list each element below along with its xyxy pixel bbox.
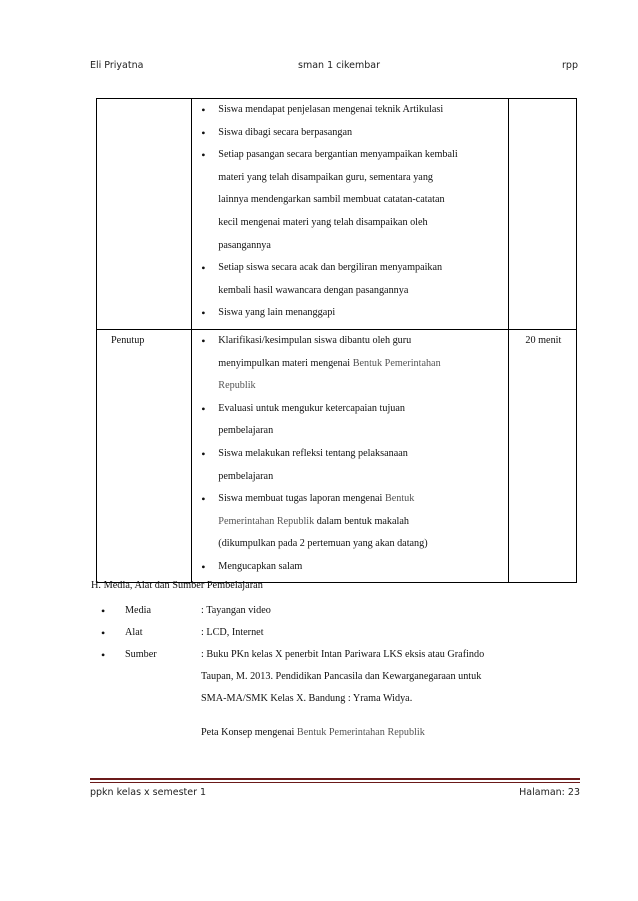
- activity-cell: [192, 99, 509, 330]
- page-number: Halaman: 23: [519, 787, 580, 798]
- list-item: [91, 600, 581, 622]
- footer-rule-thin: [90, 782, 580, 783]
- time-cell: [509, 329, 577, 583]
- concept-map-caption: Peta Konsep mengenai Bentuk Pemerintahan Republik: [201, 727, 425, 738]
- header-author: Eli Priyatna: [90, 60, 144, 71]
- resource-list: [91, 600, 581, 710]
- activity-table: [96, 98, 577, 583]
- sumber-value: : Buku PKn kelas X penerbit Intan Pariwara LKS eksis atau Grafindo: [201, 649, 485, 660]
- media-value: : Tayangan video: [201, 605, 271, 616]
- list-item: • Siswa mendapat penjelasan mengenai teknik Artikulasi: [192, 99, 508, 122]
- list-item: • Setiap pasangan secara bergantian menyampaikan kembali materi yang telah disampaikan guru, sementara yang lainnya mendengarkan sambil membuat catatan-catatan kecil mengenai materi yang telah disampaikan oleh pasangannya: [192, 144, 508, 257]
- bullet: •: [101, 648, 106, 662]
- header-doc-type: rpp: [562, 60, 578, 71]
- activity-list: [192, 99, 508, 329]
- list-item: [91, 644, 581, 666]
- stage-cell: [97, 99, 192, 330]
- list-item: • Mengucapkan salam: [192, 556, 508, 579]
- list-item: • Siswa yang lain menanggapi: [192, 302, 508, 325]
- list-item: • Siswa melakukan refleksi tentang pelaksanaan pembelajaran: [192, 443, 508, 488]
- activity-list: [192, 330, 508, 583]
- list-item: • Klarifikasi/kesimpulan siswa dibantu oleh guru menyimpulkan materi mengenai Bentuk Pemerintahan Republik: [192, 330, 508, 398]
- stage-cell: [97, 329, 192, 583]
- bullet: •: [101, 626, 106, 640]
- stage-label: Penutup: [111, 334, 145, 346]
- list-item: [91, 622, 581, 644]
- table-row: [97, 99, 577, 330]
- list-item: • Setiap siswa secara acak dan bergiliran menyampaikan kembali hasil wawancara dengan pasangannya: [192, 257, 508, 302]
- footer-course: ppkn kelas x semester 1: [90, 787, 207, 798]
- sumber-continuation: Taupan, M. 2013. Pendidikan Pancasila dan Kewarganegaraan untuk: [201, 671, 482, 682]
- list-item: • Siswa membuat tugas laporan mengenai Bentuk Pemerintahan Republik dalam bentuk makalah (dikumpulkan pada 2 pertemuan yang akan datang): [192, 488, 508, 556]
- media-label: Media: [125, 605, 152, 616]
- footer-rule: [90, 778, 580, 780]
- bullet: •: [101, 604, 106, 618]
- activity-cell: [192, 329, 509, 583]
- alat-value: : LCD, Internet: [201, 627, 264, 638]
- list-item: • Siswa dibagi secara berpasangan: [192, 122, 508, 145]
- time-cell: [509, 99, 577, 330]
- section-title: H. Media, Alat dan Sumber Pembelajaran: [91, 580, 263, 591]
- sumber-continuation: SMA-MA/SMK Kelas X. Bandung : Yrama Widya.: [201, 693, 413, 704]
- list-item: • Evaluasi untuk mengukur ketercapaian tujuan pembelajaran: [192, 398, 508, 443]
- sumber-label: Sumber: [125, 649, 157, 660]
- page-header: [90, 60, 578, 76]
- time-label: 20 menit: [525, 334, 562, 346]
- alat-label: Alat: [125, 627, 143, 638]
- table-row: [97, 329, 577, 583]
- header-school: sman 1 cikembar: [298, 60, 381, 71]
